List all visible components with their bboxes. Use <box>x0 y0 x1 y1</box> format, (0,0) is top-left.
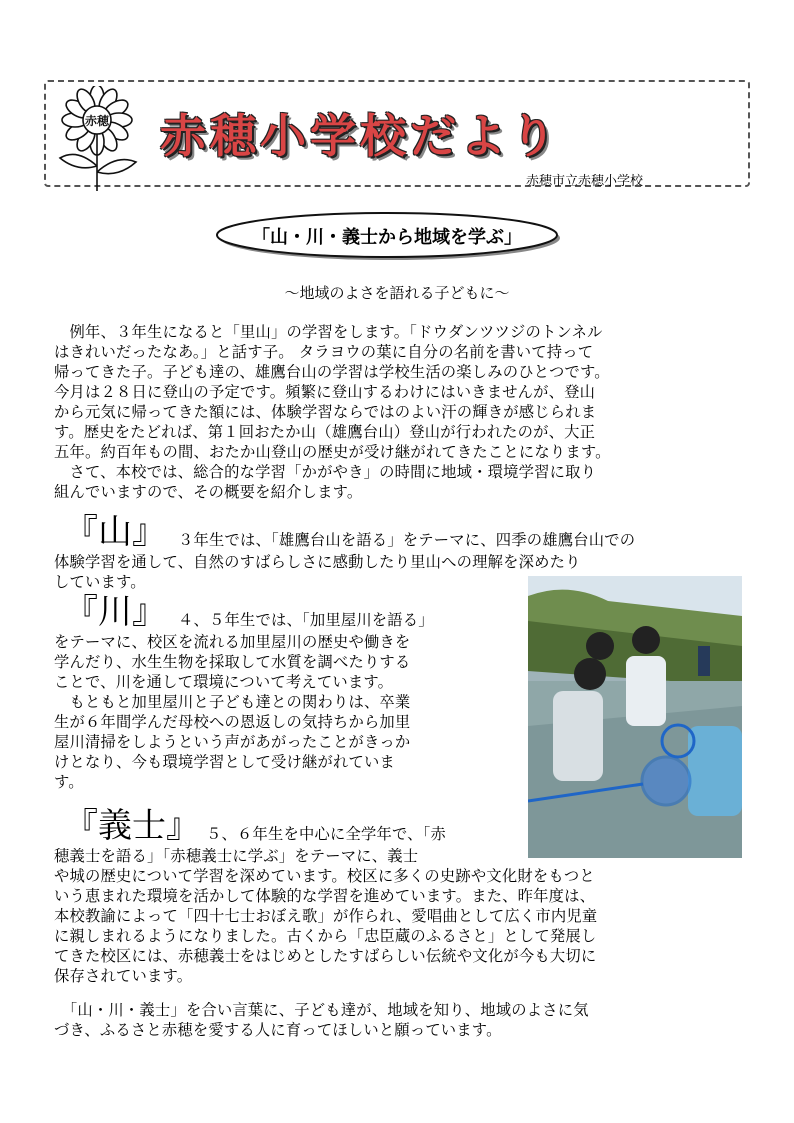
text-line: はきれいだったなあ。」と話す子。 タラヨウの葉に自分の名前を書いて持って <box>54 343 594 361</box>
kawa-paragraph <box>54 632 410 792</box>
gishi-paragraph <box>54 846 597 986</box>
text-line: ３年生では、「雄鷹台山を語る」をテーマに、四季の雄鷹台山での <box>178 531 636 549</box>
school-name: 赤穂市立赤穂小学校 <box>526 174 644 189</box>
sunflower-icon <box>52 86 142 194</box>
subtitle: ～地域のよさを語れる子どもに～ <box>284 284 510 302</box>
theme-heading: 「山・川・義士から地域を学ぶ」 <box>252 227 522 248</box>
text-line: 学んだり、水生生物を採取して水質を調べたりする <box>54 653 411 671</box>
text-line: 例年、３年生になると「里山」の学習をします。「ドウダンツツジのトンネル <box>54 323 603 341</box>
newsletter-title: 赤穂小学校だより <box>160 109 560 163</box>
flower-emblem-text: 赤穂 <box>84 114 110 128</box>
text-line: づき、ふるさと赤穂を愛する人に育ってほしいと願っています。 <box>54 1021 502 1039</box>
text-line: や城の歴史について学習を深めています。校区に多くの史跡や文化財をもつと <box>54 867 595 885</box>
text-line: さて、本校では、総合的な学習「かがやき」の時間に地域・環境学習に取り <box>54 463 597 481</box>
text-line: 帰ってきた子。子ども達の、雄鷹台山の学習は学校生活の楽しみのひとつです。 <box>54 363 610 381</box>
text-line: に親しまれるようになりました。古くから「忠臣蔵のふるさと」として発展し <box>54 927 597 945</box>
text-line: 組んでいますので、その概要を紹介します。 <box>54 483 363 501</box>
closing-paragraph <box>54 1000 589 1040</box>
text-line: す。歴史をたどれば、第１回おたか山（雄鷹台山）登山が行われたのが、大正 <box>54 423 596 441</box>
intro-paragraph <box>54 322 611 502</box>
text-line: ４、５年生では、「加里屋川を語る」 <box>178 611 434 629</box>
section-heading-kawa: 『川』 <box>64 592 166 632</box>
text-line: 屋川清掃をしようという声があがったことがきっか <box>54 733 411 751</box>
text-line: 「山・川・義士」を合い言葉に、子ども達が、地域を知り、地域のよさに気 <box>54 1001 589 1019</box>
text-line: 体験学習を通して、自然のすばらしさに感動したり里山への理解を深めたり <box>54 553 581 571</box>
text-line: もともと加里屋川と子ども達との関わりは、卒業 <box>54 693 411 711</box>
text-line: 今月は２８日に登山の予定です。頻繁に登山するわけにはいきませんが、登山 <box>54 383 596 401</box>
text-line: をテーマに、校区を流れる加里屋川の歴史や働きを <box>54 633 411 651</box>
text-line: から元気に帰ってきた額には、体験学習ならではのよい汗の輝きが感じられま <box>54 403 597 421</box>
text-line: 保存されています。 <box>54 967 193 985</box>
text-line: 生が６年間学んだ母校への恩返しの気持ちから加里 <box>54 713 411 731</box>
text-line: ５、６年生を中心に全学年で、「赤 <box>206 825 446 843</box>
text-line: す。 <box>54 773 84 791</box>
text-line: 穂義士を語る」「赤穂義士に学ぶ」をテーマに、義士 <box>54 847 419 865</box>
text-line: 本校教諭によって「四十七士おぼえ歌」が作られ、愛唱曲として広く市内児童 <box>54 907 598 925</box>
section-heading-yama: 『山』 <box>64 512 166 552</box>
yama-paragraph <box>54 552 581 592</box>
section-heading-gishi: 『義士』 <box>64 806 200 846</box>
text-line: ことで、川を通して環境について考えています。 <box>54 673 394 691</box>
text-line: てきた校区には、赤穂義士をはじめとしたすばらしい伝統や文化が今も大切に <box>54 947 597 965</box>
students-river-photo <box>528 576 742 858</box>
text-line: しています。 <box>54 573 146 591</box>
text-line: けとなり、今も環境学習として受け継がれていま <box>54 753 395 771</box>
text-line: いう恵まれた環境を活かして体験的な学習を進めています。また、昨年度は、 <box>54 887 596 905</box>
text-line: 五年。約百年もの間、おたか山登山の歴史が受け継がれてきたことになります。 <box>54 443 611 461</box>
